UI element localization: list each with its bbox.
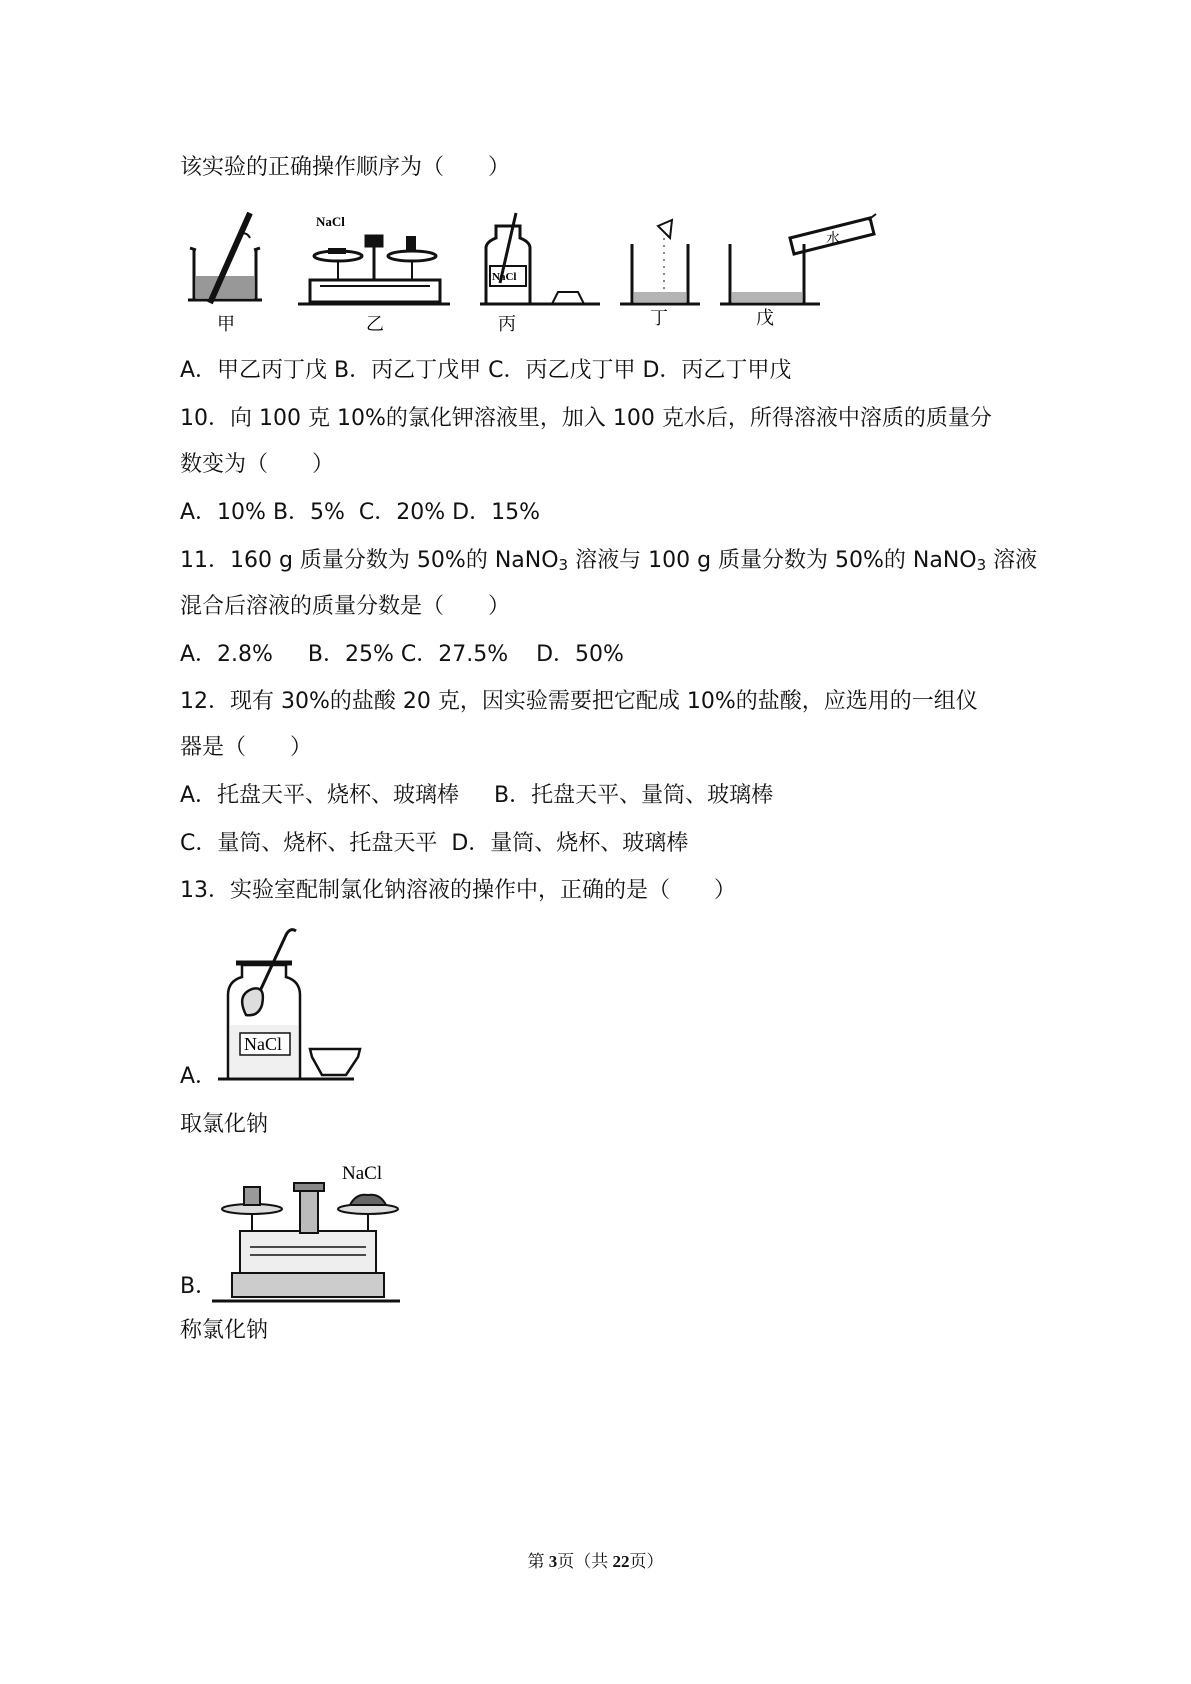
q12-line-2: 器是（ ） — [180, 735, 313, 760]
figure-bing-bottle — [480, 213, 600, 304]
q10-options: A．10% B．5% C．20% D．15% — [180, 500, 541, 525]
q11-line-1: 11．160 g 质量分数为 50%的 NaNO$_3$ 溶液与 100 g 质量分数为 50%的 NaNO$_3$ 溶液 — [180, 548, 1038, 574]
page-footer: 第 3页（共 22页） — [527, 1552, 664, 1571]
q12-options-ab: A．托盘天平、烧杯、玻璃棒 B．托盘天平、量筒、玻璃棒 — [180, 783, 774, 808]
page-number: 3 — [548, 1552, 558, 1571]
total-pages: 22 — [612, 1552, 630, 1571]
q11-options: A．2.8% B．25% C．27.5% D．50% — [180, 642, 624, 667]
question-stem: 该实验的正确操作顺序为（ ） — [180, 155, 511, 180]
figure-wu-beaker — [720, 214, 876, 304]
q10-line-1: 10．向 100 克 10%的氯化钾溶液里，加入 100 克水后，所得溶液中溶质的质量分 — [180, 406, 992, 431]
operations-figure — [180, 208, 880, 338]
option-a-letter: A． — [180, 1064, 218, 1089]
q10-line-2: 数变为（ ） — [180, 452, 335, 477]
figure-label-yi: 乙 — [366, 314, 384, 334]
figure-yi-balance — [298, 236, 450, 304]
figure-label-bing: 丙 — [498, 314, 516, 334]
figure-nacl-label-1: NaCl — [316, 214, 345, 229]
q12-line-1: 12．现有 30%的盐酸 20 克，因实验需要把它配成 10%的盐酸，应选用的一组仪 — [180, 689, 978, 714]
option-b-letter: B． — [180, 1274, 218, 1299]
option-b-figure — [210, 1155, 410, 1307]
q13-stem: 13．实验室配制氯化钠溶液的操作中，正确的是（ ） — [180, 878, 736, 903]
figure-nacl-label-2: NaCl — [492, 271, 517, 283]
figure-jia-beaker — [188, 213, 262, 303]
figure-ding-beaker — [620, 220, 700, 304]
option-a-caption: 取氯化钠 — [180, 1112, 269, 1137]
figure-label-ding: 丁 — [650, 308, 668, 328]
figure-label-wu: 戊 — [756, 308, 774, 328]
option-a-figure — [210, 925, 370, 1085]
figure-water-label: 水 — [826, 232, 840, 247]
figure-label-jia: 甲 — [217, 314, 235, 334]
option-b-caption: 称氯化钠 — [180, 1318, 269, 1343]
options-prev: A．甲乙丙丁戊 B．丙乙丁戊甲 C．丙乙戊丁甲 D．丙乙丁甲戊 — [180, 358, 792, 383]
q11-line-2: 混合后溶液的质量分数是（ ） — [180, 594, 511, 619]
option-a-nacl-label: NaCl — [244, 1034, 282, 1054]
q12-options-cd: C．量筒、烧杯、托盘天平 D．量筒、烧杯、玻璃棒 — [180, 831, 689, 856]
option-b-nacl-label: NaCl — [342, 1163, 383, 1184]
